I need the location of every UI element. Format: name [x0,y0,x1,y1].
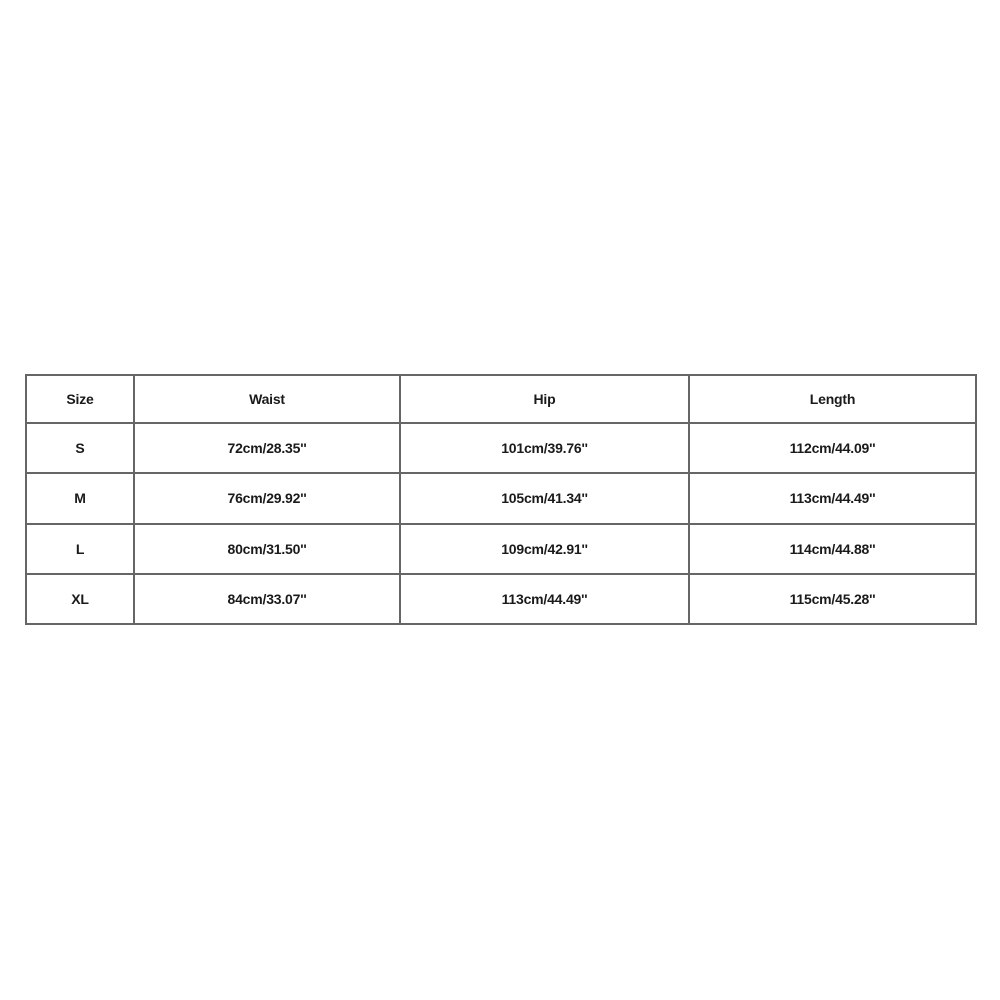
cell-size: L [26,524,134,574]
header-length: Length [689,375,976,423]
cell-length: 113cm/44.49'' [689,473,976,523]
header-size: Size [26,375,134,423]
cell-waist: 72cm/28.35'' [134,423,400,473]
cell-hip: 113cm/44.49'' [400,574,689,624]
cell-waist: 84cm/33.07'' [134,574,400,624]
cell-size: S [26,423,134,473]
header-hip: Hip [400,375,689,423]
table-row [26,574,976,624]
cell-hip: 105cm/41.34'' [400,473,689,523]
header-waist: Waist [134,375,400,423]
cell-length: 114cm/44.88'' [689,524,976,574]
table-row [26,473,976,523]
cell-length: 112cm/44.09'' [689,423,976,473]
cell-size: M [26,473,134,523]
table-row [26,524,976,574]
cell-hip: 109cm/42.91'' [400,524,689,574]
header-row [26,375,976,423]
cell-length: 115cm/45.28'' [689,574,976,624]
size-chart-table [25,374,977,625]
cell-size: XL [26,574,134,624]
table-row [26,423,976,473]
cell-waist: 76cm/29.92'' [134,473,400,523]
cell-waist: 80cm/31.50'' [134,524,400,574]
table-header [26,375,976,423]
cell-hip: 101cm/39.76'' [400,423,689,473]
table-body [26,423,976,624]
